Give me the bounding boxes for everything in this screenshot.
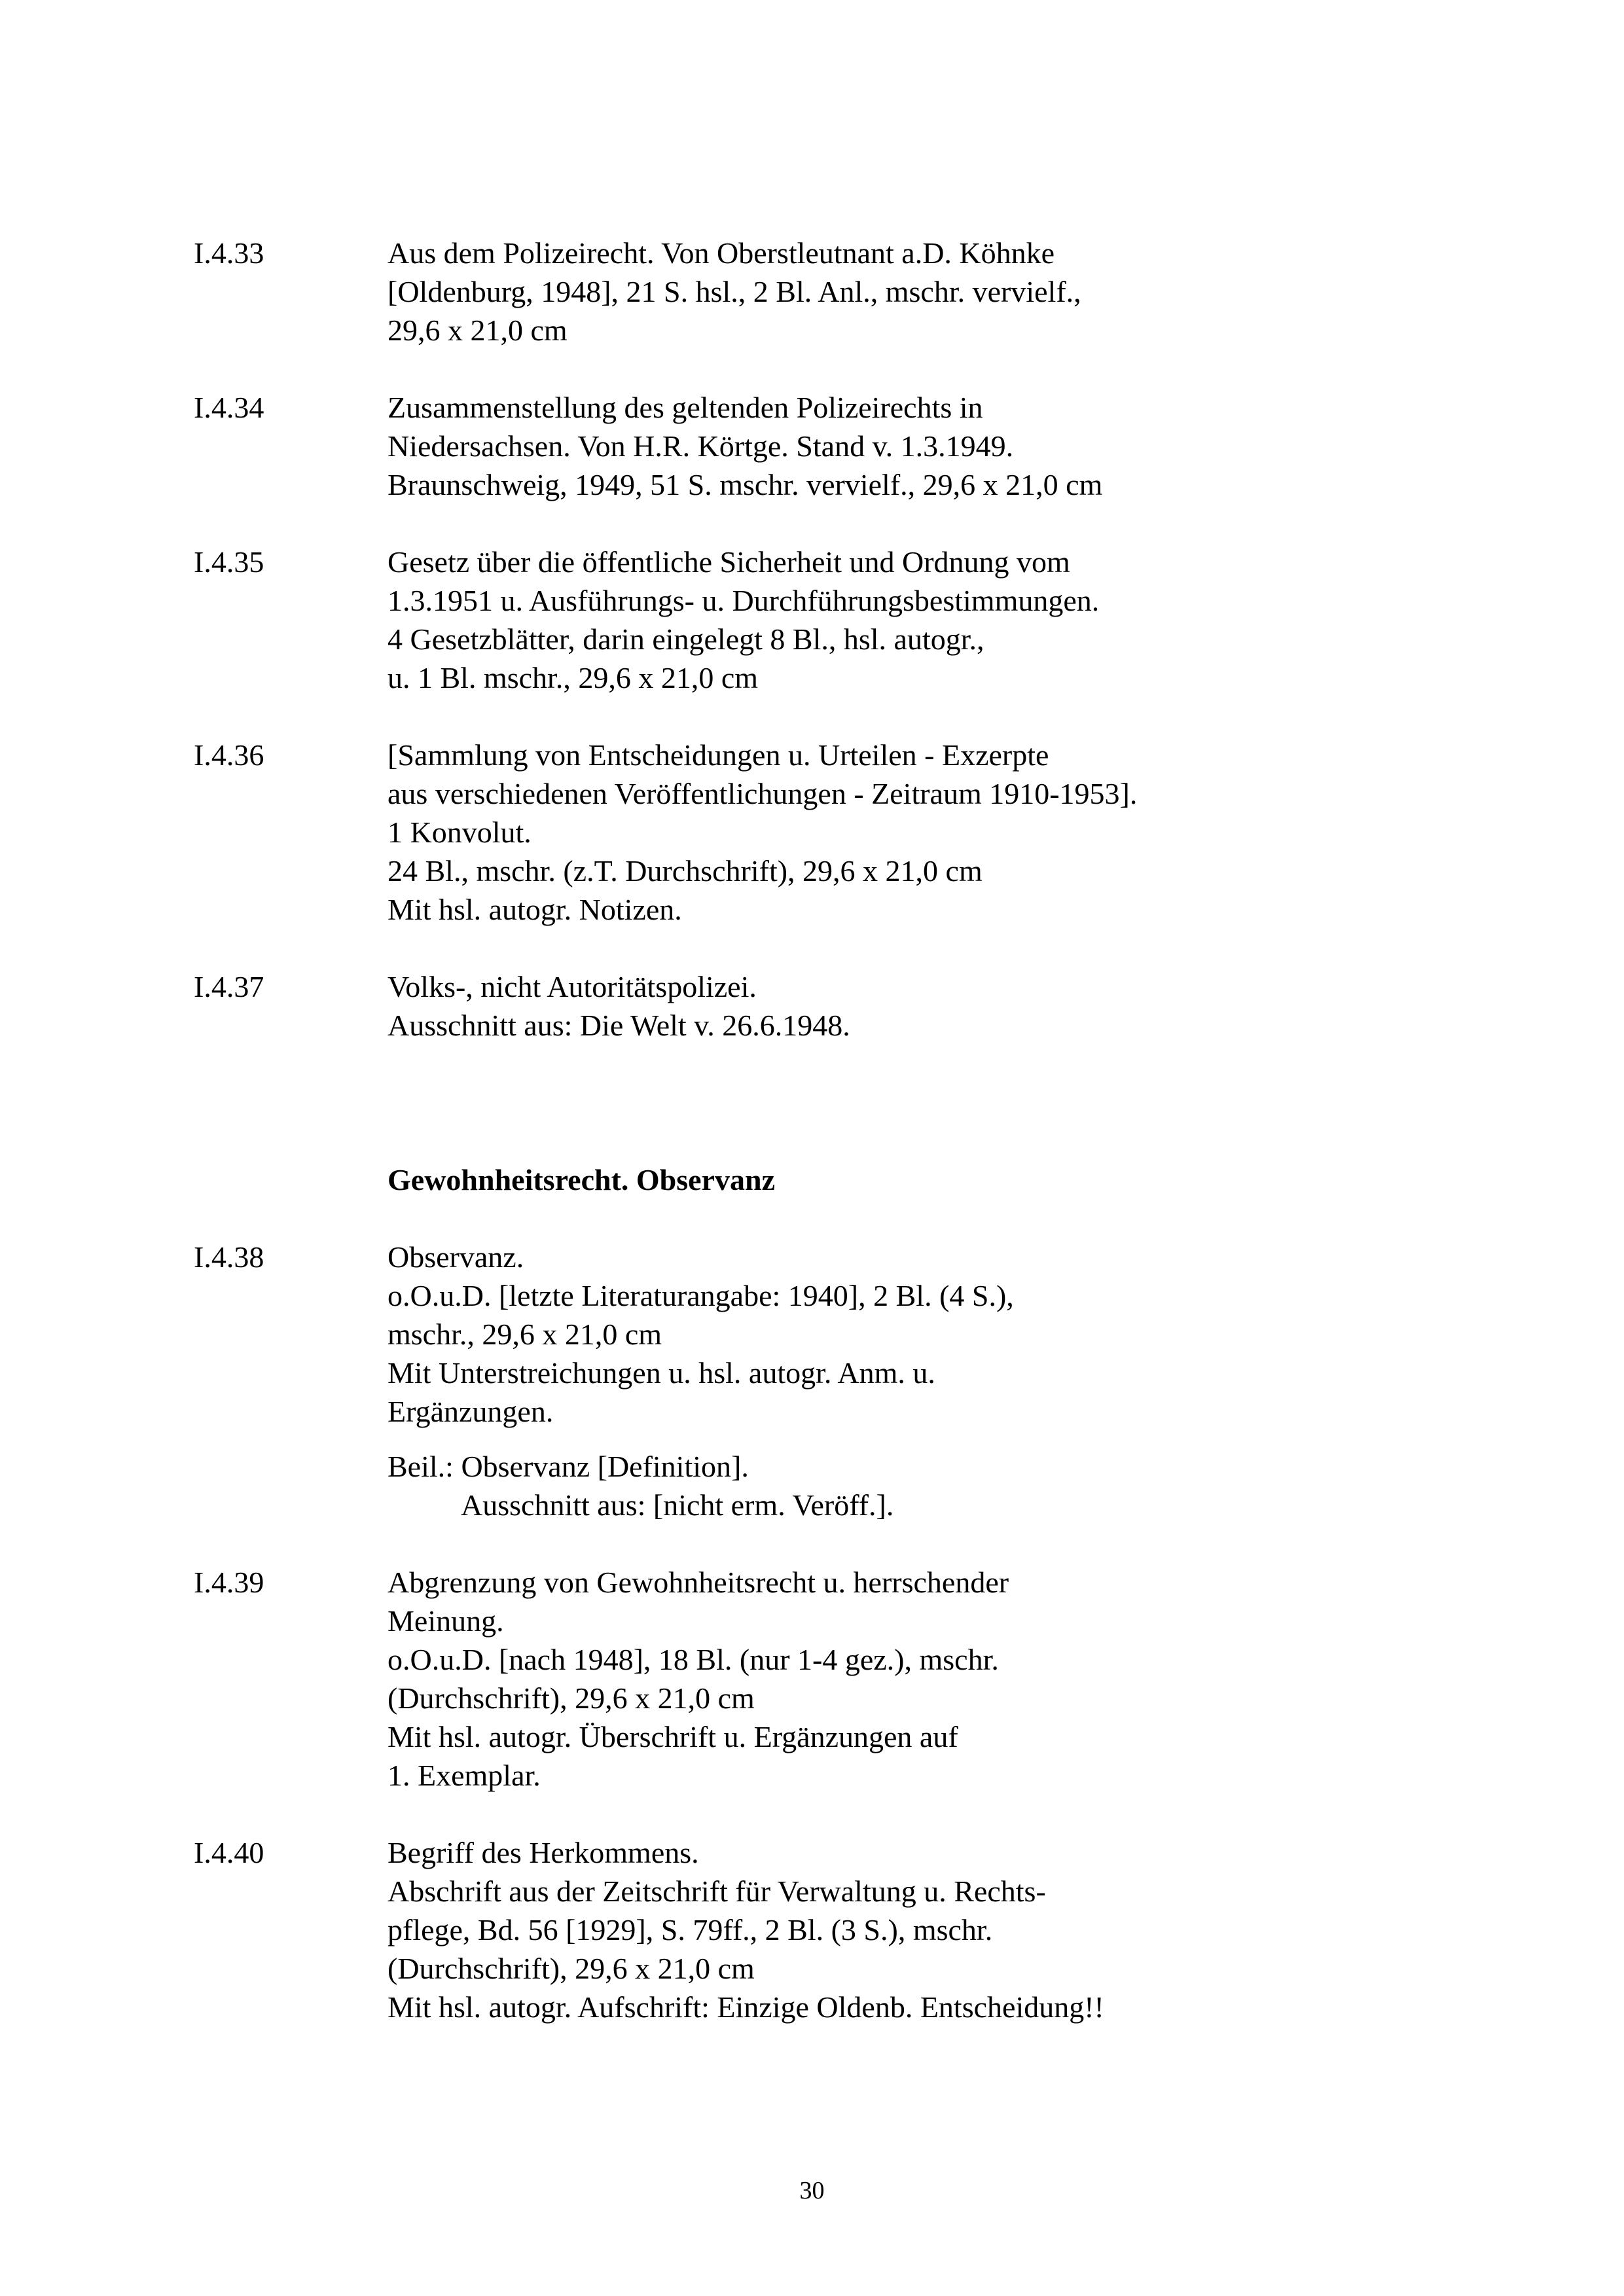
entry-line: Volks-, nicht Autoritätspolizei. <box>388 970 757 1003</box>
entry-description <box>388 967 1470 1045</box>
entry-line: o.O.u.D. [nach 1948], 18 Bl. (nur 1-4 gez.), mschr. <box>388 1643 999 1676</box>
entry-line: Braunschweig, 1949, 51 S. mschr. vervielf., 29,6 x 21,0 cm <box>388 468 1103 501</box>
catalog-entry-i-4-37 <box>194 967 1470 1045</box>
section-heading: Gewohnheitsrecht. Observanz <box>388 1163 776 1196</box>
catalog-entry-i-4-38 <box>194 1238 1470 1524</box>
entry-description <box>388 1833 1470 2026</box>
entry-line: Zusammenstellung des geltenden Polizeirechts in <box>388 391 983 424</box>
entry-line: Gesetz über die öffentliche Sicherheit und Ordnung vom <box>388 545 1070 579</box>
entry-description <box>388 736 1470 929</box>
entry-number: I.4.40 <box>194 1836 264 1869</box>
entry-line: Ergänzungen. <box>388 1395 554 1428</box>
entry-line: Mit hsl. autogr. Aufschrift: Einzige Oldenb. Entscheidung!! <box>388 1990 1104 2024</box>
entry-line: pflege, Bd. 56 [1929], S. 79ff., 2 Bl. (3 S.), mschr. <box>388 1913 993 1946</box>
entry-description <box>388 1563 1470 1795</box>
entry-line: 24 Bl., mschr. (z.T. Durchschrift), 29,6 x 21,0 cm <box>388 854 983 888</box>
entry-number: I.4.34 <box>194 391 264 424</box>
entry-line: 29,6 x 21,0 cm <box>388 314 568 347</box>
entry-line: [Oldenburg, 1948], 21 S. hsl., 2 Bl. Anl., mschr. vervielf., <box>388 275 1081 308</box>
catalog-entry-i-4-36 <box>194 736 1470 929</box>
entry-line: 1. Exemplar. <box>388 1759 541 1792</box>
entry-line: Mit hsl. autogr. Notizen. <box>388 893 682 926</box>
entry-description <box>388 234 1470 350</box>
entry-line: Abschrift aus der Zeitschrift für Verwaltung u. Rechts- <box>388 1874 1046 1908</box>
entry-description <box>388 388 1470 504</box>
page-number: 30 <box>799 2177 825 2204</box>
catalog-entry-i-4-33 <box>194 234 1470 350</box>
entry-description <box>388 1238 1470 1524</box>
entry-line: Ausschnitt aus: Die Welt v. 26.6.1948. <box>388 1009 850 1042</box>
catalog-entry-i-4-39 <box>194 1563 1470 1795</box>
entry-line: Mit Unterstreichungen u. hsl. autogr. Anm. u. <box>388 1356 935 1390</box>
entry-line: o.O.u.D. [letzte Literaturangabe: 1940], 2 Bl. (4 S.), <box>388 1279 1014 1312</box>
entry-line: aus verschiedenen Veröffentlichungen - Zeitraum 1910-1953]. <box>388 777 1138 810</box>
catalog-entry-i-4-34 <box>194 388 1470 504</box>
catalog-entries <box>194 234 1470 2026</box>
entry-line: Observanz. <box>388 1240 524 1274</box>
entry-number: I.4.35 <box>194 545 264 579</box>
entry-line: (Durchschrift), 29,6 x 21,0 cm <box>388 1681 755 1715</box>
entry-line: 1 Konvolut. <box>388 816 532 849</box>
catalog-entry-i-4-35 <box>194 543 1470 697</box>
entry-line: 4 Gesetzblätter, darin eingelegt 8 Bl., hsl. autogr., <box>388 622 984 656</box>
entry-line: Abgrenzung von Gewohnheitsrecht u. herrschender <box>388 1566 1009 1599</box>
entry-line: [Sammlung von Entscheidungen u. Urteilen - Exzerpte <box>388 738 1049 772</box>
entry-line: Mit hsl. autogr. Überschrift u. Ergänzungen auf <box>388 1720 958 1753</box>
entry-line: u. 1 Bl. mschr., 29,6 x 21,0 cm <box>388 661 759 694</box>
entry-line: Niedersachsen. Von H.R. Körtge. Stand v. 1.3.1949. <box>388 429 1014 463</box>
entry-line: mschr., 29,6 x 21,0 cm <box>388 1318 662 1351</box>
entry-line: 1.3.1951 u. Ausführungs- u. Durchführungsbestimmungen. <box>388 584 1100 617</box>
entry-number: I.4.39 <box>194 1566 264 1599</box>
beilage-line: Beil.: Observanz [Definition]. <box>388 1450 749 1483</box>
entry-line: (Durchschrift), 29,6 x 21,0 cm <box>388 1952 755 1985</box>
entry-number: I.4.36 <box>194 738 264 772</box>
entry-line: Aus dem Polizeirecht. Von Oberstleutnant a.D. Köhnke <box>388 236 1055 270</box>
beilage-sub-line: Ausschnitt aus: [nicht erm. Veröff.]. <box>461 1488 894 1522</box>
entry-line: Begriff des Herkommens. <box>388 1836 699 1869</box>
entry-number: I.4.38 <box>194 1240 264 1274</box>
entry-number: I.4.37 <box>194 970 264 1003</box>
entry-line: Meinung. <box>388 1604 504 1638</box>
entry-number: I.4.33 <box>194 236 264 270</box>
entry-description <box>388 543 1470 697</box>
catalog-entry-i-4-40 <box>194 1833 1470 2026</box>
